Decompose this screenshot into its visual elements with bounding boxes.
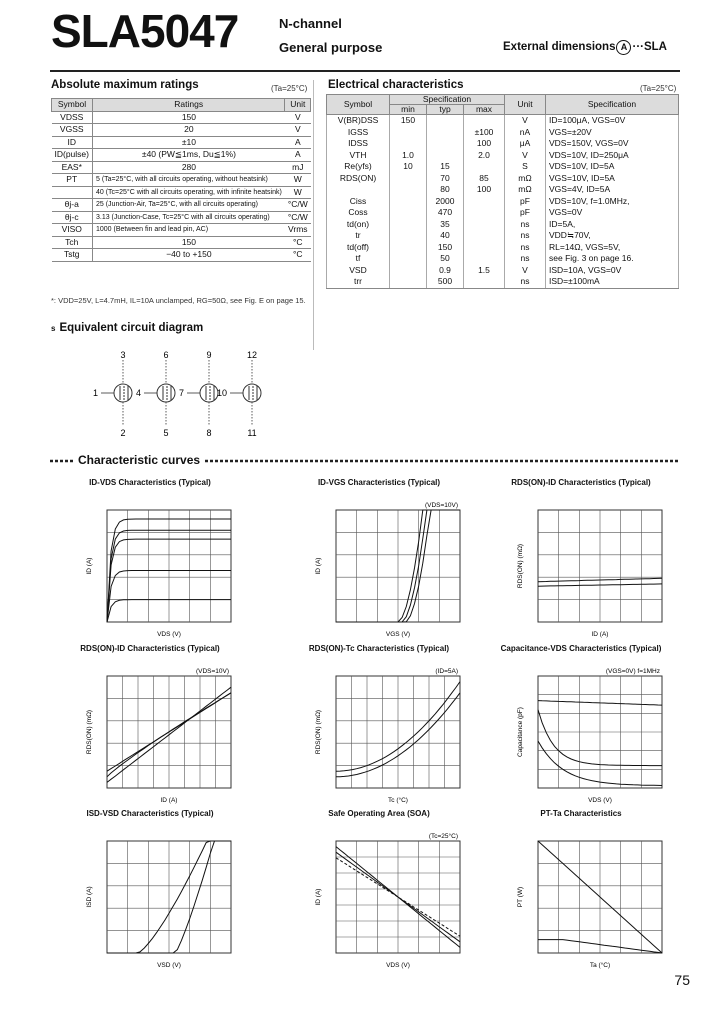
abs-max-unit: Vrms xyxy=(285,224,311,237)
y-axis-label: PT (W) xyxy=(517,886,524,908)
abs-max-table-wrap xyxy=(51,98,311,262)
elec-min: 150 xyxy=(390,115,427,127)
chart-plot xyxy=(55,656,245,804)
x-axis-label: ID (A) xyxy=(591,631,609,638)
elec-max xyxy=(464,115,505,127)
abs-max-row xyxy=(52,174,311,187)
pin-gate: 10 xyxy=(216,388,227,398)
elec-condition: RL=14Ω, VGS=5V, xyxy=(546,242,679,254)
elec-condition: ID=5A, xyxy=(546,219,679,231)
abs-max-symbol: VISO xyxy=(52,224,93,237)
equiv-bullet: s xyxy=(51,324,56,333)
elec-typ: 150 xyxy=(427,242,464,254)
elec-typ xyxy=(427,115,464,127)
abs-max-row xyxy=(52,211,311,224)
elec-header-row-1 xyxy=(327,95,679,105)
elec-row xyxy=(327,138,679,150)
elec-min xyxy=(390,230,427,242)
abs-max-unit: mJ xyxy=(285,161,311,174)
pin-bottom: 2 xyxy=(120,428,126,438)
abs-max-rating: 20 xyxy=(92,124,284,137)
chart-plot xyxy=(486,490,676,638)
elec-max xyxy=(464,161,505,173)
elec-condition: VDS=10V, ID=5A xyxy=(546,161,679,173)
abs-max-row xyxy=(52,124,311,137)
elec-max xyxy=(464,242,505,254)
elec-row xyxy=(327,150,679,162)
elec-unit: V xyxy=(505,150,546,162)
abs-max-header-unit: Unit xyxy=(285,99,311,112)
elec-unit: μA xyxy=(505,138,546,150)
chart-4 xyxy=(55,644,245,804)
elec-row xyxy=(327,253,679,265)
chart-title: Capacitance-VDS Characteristics (Typical) xyxy=(500,644,662,653)
elec-min xyxy=(390,253,427,265)
abs-max-row xyxy=(52,249,311,262)
abs-max-unit: A xyxy=(285,136,311,149)
elec-row xyxy=(327,127,679,139)
elec-typ xyxy=(427,150,464,162)
elec-header-min: min xyxy=(390,105,427,115)
elec-min xyxy=(390,276,427,288)
abs-max-unit: °C/W xyxy=(285,211,311,224)
chart-legend: (VDS=10V) xyxy=(195,668,229,675)
elec-unit: ns xyxy=(505,219,546,231)
curves-section-title: Characteristic curves xyxy=(74,453,204,467)
chart-plot xyxy=(55,490,245,638)
abs-max-unit: °C xyxy=(285,236,311,249)
abs-max-symbol: PT xyxy=(52,174,93,187)
elec-unit: pF xyxy=(505,207,546,219)
pin-top: 6 xyxy=(163,350,169,360)
elec-min xyxy=(390,127,427,139)
pin-gate: 7 xyxy=(178,388,184,398)
elec-max xyxy=(464,253,505,265)
y-axis-label: RDS(ON) (mΩ) xyxy=(517,543,524,589)
abs-max-row xyxy=(52,236,311,249)
chart-legend: (VGS=0V) f=1MHz xyxy=(605,668,660,675)
y-axis-label: Capacitance (pF) xyxy=(517,707,524,757)
elec-unit: V xyxy=(505,265,546,277)
elec-symbol: V(BR)DSS xyxy=(327,115,390,127)
elec-symbol: VSD xyxy=(327,265,390,277)
pin-top: 9 xyxy=(206,350,212,360)
elec-max: 85 xyxy=(464,173,505,185)
channel-type: N-channel xyxy=(279,16,342,31)
elec-unit: ns xyxy=(505,253,546,265)
elec-condition: see Fig. 3 on page 16. xyxy=(546,253,679,265)
external-dimensions xyxy=(503,40,667,55)
elec-row xyxy=(327,115,679,127)
y-axis-label: RDS(ON) (mΩ) xyxy=(315,709,322,755)
external-dimensions-suffix: ···SLA xyxy=(632,41,667,53)
elec-row xyxy=(327,219,679,231)
elec-table xyxy=(326,94,679,289)
abs-max-unit: A xyxy=(285,149,311,162)
elec-symbol: trr xyxy=(327,276,390,288)
elec-unit: pF xyxy=(505,196,546,208)
abs-max-unit: °C xyxy=(285,249,311,262)
abs-max-rating: 3.13 (Junction-Case, Tc=25°C with all circuits operating) xyxy=(92,211,284,224)
purpose: General purpose xyxy=(279,40,383,55)
elec-symbol: IGSS xyxy=(327,127,390,139)
elec-typ: 40 xyxy=(427,230,464,242)
abs-max-symbol xyxy=(52,186,93,199)
chart-plot xyxy=(284,656,474,804)
circled-a-mark: A xyxy=(616,40,631,55)
elec-unit: nA xyxy=(505,127,546,139)
abs-max-rating: ±40 (PW≦1ms, Du≦1%) xyxy=(92,149,284,162)
elec-max xyxy=(464,196,505,208)
elec-min: 1.0 xyxy=(390,150,427,162)
column-divider xyxy=(313,80,314,350)
abs-max-symbol: θj-c xyxy=(52,211,93,224)
pin-top: 3 xyxy=(120,350,126,360)
elec-condition: VDS=150V, VGS=0V xyxy=(546,138,679,150)
elec-header-max: max xyxy=(464,105,505,115)
chart-8 xyxy=(284,809,474,969)
elec-typ: 500 xyxy=(427,276,464,288)
chart-title: Safe Operating Area (SOA) xyxy=(328,809,430,818)
abs-max-rating: −40 to +150 xyxy=(92,249,284,262)
x-axis-label: VDS (V) xyxy=(386,962,410,969)
elec-max xyxy=(464,276,505,288)
elec-max: 1.5 xyxy=(464,265,505,277)
abs-max-rating: ±10 xyxy=(92,136,284,149)
elec-symbol xyxy=(327,184,390,196)
elec-max: ±100 xyxy=(464,127,505,139)
elec-unit: S xyxy=(505,161,546,173)
abs-max-row xyxy=(52,186,311,199)
elec-condition: VDS=10V, f=1.0MHz, xyxy=(546,196,679,208)
pin-bottom: 5 xyxy=(163,428,169,438)
elec-unit: mΩ xyxy=(505,184,546,196)
chart-6 xyxy=(486,644,676,804)
elec-symbol: Re(yfs) xyxy=(327,161,390,173)
abs-max-rating: 150 xyxy=(92,111,284,124)
elec-unit: ns xyxy=(505,276,546,288)
chart-title: PT-Ta Characteristics xyxy=(540,809,622,818)
abs-max-header-row xyxy=(52,99,311,112)
elec-header-spec: Specification xyxy=(390,95,505,105)
elec-row xyxy=(327,161,679,173)
elec-row xyxy=(327,184,679,196)
elec-condition: VGS=0V xyxy=(546,207,679,219)
part-number: SLA5047 xyxy=(51,5,239,57)
pin-bottom: 11 xyxy=(247,428,257,438)
abs-max-rating: 1000 (Between fin and lead pin, AC) xyxy=(92,224,284,237)
x-axis-label: Tc (°C) xyxy=(388,797,408,804)
x-axis-label: VGS (V) xyxy=(385,631,411,638)
elec-header-typ: typ xyxy=(427,105,464,115)
elec-min xyxy=(390,265,427,277)
chart-plot xyxy=(486,821,676,969)
elec-typ: 470 xyxy=(427,207,464,219)
abs-max-unit: W xyxy=(285,186,311,199)
elec-unit: ns xyxy=(505,242,546,254)
chart-legend: (VDS=10V) xyxy=(424,502,458,509)
equiv-circuit xyxy=(92,348,275,438)
elec-symbol: tr xyxy=(327,230,390,242)
chart-title: ISD-VSD Characteristics (Typical) xyxy=(86,809,214,818)
elec-row xyxy=(327,230,679,242)
elec-header-condition: Specification xyxy=(546,95,679,115)
abs-max-rating: 25 (Junction-Air, Ta=25°C, with all circuits operating) xyxy=(92,199,284,212)
mosfet-symbol xyxy=(179,350,218,438)
elec-max: 100 xyxy=(464,138,505,150)
chart-9 xyxy=(486,809,676,969)
elec-header-unit: Unit xyxy=(505,95,546,115)
elec-symbol: td(off) xyxy=(327,242,390,254)
page-number: 75 xyxy=(674,972,690,988)
abs-max-symbol: Tch xyxy=(52,236,93,249)
abs-max-row xyxy=(52,136,311,149)
x-axis-label: ID (A) xyxy=(160,797,178,804)
elec-condition: VGS=4V, ID=5A xyxy=(546,184,679,196)
elec-row xyxy=(327,207,679,219)
abs-max-symbol: EAS* xyxy=(52,161,93,174)
pin-bottom: 8 xyxy=(206,428,212,438)
mosfet-symbol xyxy=(136,350,175,438)
chart-title: ID-VDS Characteristics (Typical) xyxy=(89,478,211,487)
elec-symbol: Ciss xyxy=(327,196,390,208)
chart-2 xyxy=(284,478,474,638)
elec-typ: 70 xyxy=(427,173,464,185)
elec-row xyxy=(327,242,679,254)
abs-max-title: Absolute maximum ratings xyxy=(51,79,199,91)
y-axis-label: ID (A) xyxy=(315,888,322,906)
header-rule xyxy=(50,70,680,72)
elec-symbol: RDS(ON) xyxy=(327,173,390,185)
chart-title: RDS(ON)-Tc Characteristics (Typical) xyxy=(308,644,450,653)
elec-unit: mΩ xyxy=(505,173,546,185)
elec-condition: VGS=±20V xyxy=(546,127,679,139)
elec-condition: VDD≒70V, xyxy=(546,230,679,242)
elec-symbol: tf xyxy=(327,253,390,265)
elec-max: 100 xyxy=(464,184,505,196)
x-axis-label: VSD (V) xyxy=(157,962,181,969)
abs-max-rating: 5 (Ta=25°C, with all circuits operating, without heatsink) xyxy=(92,174,284,187)
pin-top: 12 xyxy=(246,350,258,360)
abs-max-symbol: Tstg xyxy=(52,249,93,262)
y-axis-label: ID (A) xyxy=(315,557,322,575)
equiv-title-text: Equivalent circuit diagram xyxy=(59,322,204,334)
elec-header-symbol: Symbol xyxy=(327,95,390,115)
elec-condition: ISD=10A, VGS=0V xyxy=(546,265,679,277)
elec-typ: 50 xyxy=(427,253,464,265)
elec-min xyxy=(390,184,427,196)
abs-max-row xyxy=(52,149,311,162)
chart-legend: (Tc=25°C) xyxy=(428,833,458,840)
elec-typ: 2000 xyxy=(427,196,464,208)
chart-plot xyxy=(486,656,676,804)
chart-legend: (ID=5A) xyxy=(435,668,458,675)
elec-max xyxy=(464,219,505,231)
elec-typ xyxy=(427,127,464,139)
chart-title: RDS(ON)-ID Characteristics (Typical) xyxy=(80,644,220,653)
external-dimensions-label: External dimensions xyxy=(503,41,616,53)
elec-unit: ns xyxy=(505,230,546,242)
elec-max xyxy=(464,207,505,219)
elec-row xyxy=(327,196,679,208)
abs-max-row xyxy=(52,224,311,237)
x-axis-label: VDS (V) xyxy=(157,631,181,638)
elec-max xyxy=(464,230,505,242)
abs-max-rating: 280 xyxy=(92,161,284,174)
chart-plot xyxy=(55,821,245,969)
elec-title: Electrical characteristics xyxy=(328,79,464,91)
elec-condition: VDS=10V, ID=250μA xyxy=(546,150,679,162)
elec-min xyxy=(390,138,427,150)
elec-condition: ID=100μA, VGS=0V xyxy=(546,115,679,127)
elec-table-wrap xyxy=(326,94,679,289)
abs-max-rating: 150 xyxy=(92,236,284,249)
x-axis-label: Ta (°C) xyxy=(589,962,611,969)
elec-min xyxy=(390,242,427,254)
abs-max-row xyxy=(52,111,311,124)
elec-min xyxy=(390,173,427,185)
abs-max-symbol: ID xyxy=(52,136,93,149)
abs-max-symbol: VGSS xyxy=(52,124,93,137)
elec-symbol: td(on) xyxy=(327,219,390,231)
chart-7 xyxy=(55,809,245,969)
elec-condition: VGS=10V, ID=5A xyxy=(546,173,679,185)
pin-gate: 4 xyxy=(135,388,141,398)
chart-1 xyxy=(55,478,245,638)
elec-min xyxy=(390,219,427,231)
abs-max-note: *: VDD=25V, L=4.7mH, IL=10A unclamped, RG=50Ω, see Fig. E on page 15. xyxy=(51,296,306,305)
elec-row xyxy=(327,173,679,185)
elec-row xyxy=(327,265,679,277)
elec-typ: 0.9 xyxy=(427,265,464,277)
equiv-title xyxy=(51,322,203,334)
abs-max-rating: 40 (Tc=25°C with all circuits operating, with infinite heatsink) xyxy=(92,186,284,199)
pin-gate: 1 xyxy=(92,388,98,398)
abs-max-symbol: ID(pulse) xyxy=(52,149,93,162)
abs-max-header-ratings: Ratings xyxy=(92,99,284,112)
abs-max-unit: V xyxy=(285,111,311,124)
abs-max-unit: V xyxy=(285,124,311,137)
elec-condition: ISD=±100mA xyxy=(546,276,679,288)
elec-typ xyxy=(427,138,464,150)
chart-title: ID-VGS Characteristics (Typical) xyxy=(317,478,441,487)
elec-typ: 15 xyxy=(427,161,464,173)
abs-max-symbol: θj-a xyxy=(52,199,93,212)
elec-typ: 80 xyxy=(427,184,464,196)
elec-row xyxy=(327,276,679,288)
chart-title: RDS(ON)-ID Characteristics (Typical) xyxy=(511,478,651,487)
abs-max-unit: °C/W xyxy=(285,199,311,212)
elec-min xyxy=(390,207,427,219)
abs-max-condition: (Ta=25°C) xyxy=(271,84,308,93)
elec-min xyxy=(390,196,427,208)
y-axis-label: ID (A) xyxy=(86,557,93,575)
elec-symbol: VTH xyxy=(327,150,390,162)
abs-max-unit: W xyxy=(285,174,311,187)
abs-max-table xyxy=(51,98,311,262)
elec-typ: 35 xyxy=(427,219,464,231)
elec-min: 10 xyxy=(390,161,427,173)
elec-symbol: IDSS xyxy=(327,138,390,150)
chart-5 xyxy=(284,644,474,804)
abs-max-symbol: VDSS xyxy=(52,111,93,124)
y-axis-label: RDS(ON) (mΩ) xyxy=(86,709,93,755)
chart-plot xyxy=(284,490,474,638)
abs-max-row xyxy=(52,161,311,174)
mosfet-symbol xyxy=(217,350,261,438)
chart-3 xyxy=(486,478,676,638)
abs-max-row xyxy=(52,199,311,212)
abs-max-header-symbol: Symbol xyxy=(52,99,93,112)
elec-unit: V xyxy=(505,115,546,127)
elec-max: 2.0 xyxy=(464,150,505,162)
y-axis-label: ISD (A) xyxy=(86,886,93,908)
elec-symbol: Coss xyxy=(327,207,390,219)
x-axis-label: VDS (V) xyxy=(588,797,612,804)
mosfet-symbol xyxy=(93,350,132,438)
elec-condition: (Ta=25°C) xyxy=(640,84,677,93)
chart-plot xyxy=(284,821,474,969)
